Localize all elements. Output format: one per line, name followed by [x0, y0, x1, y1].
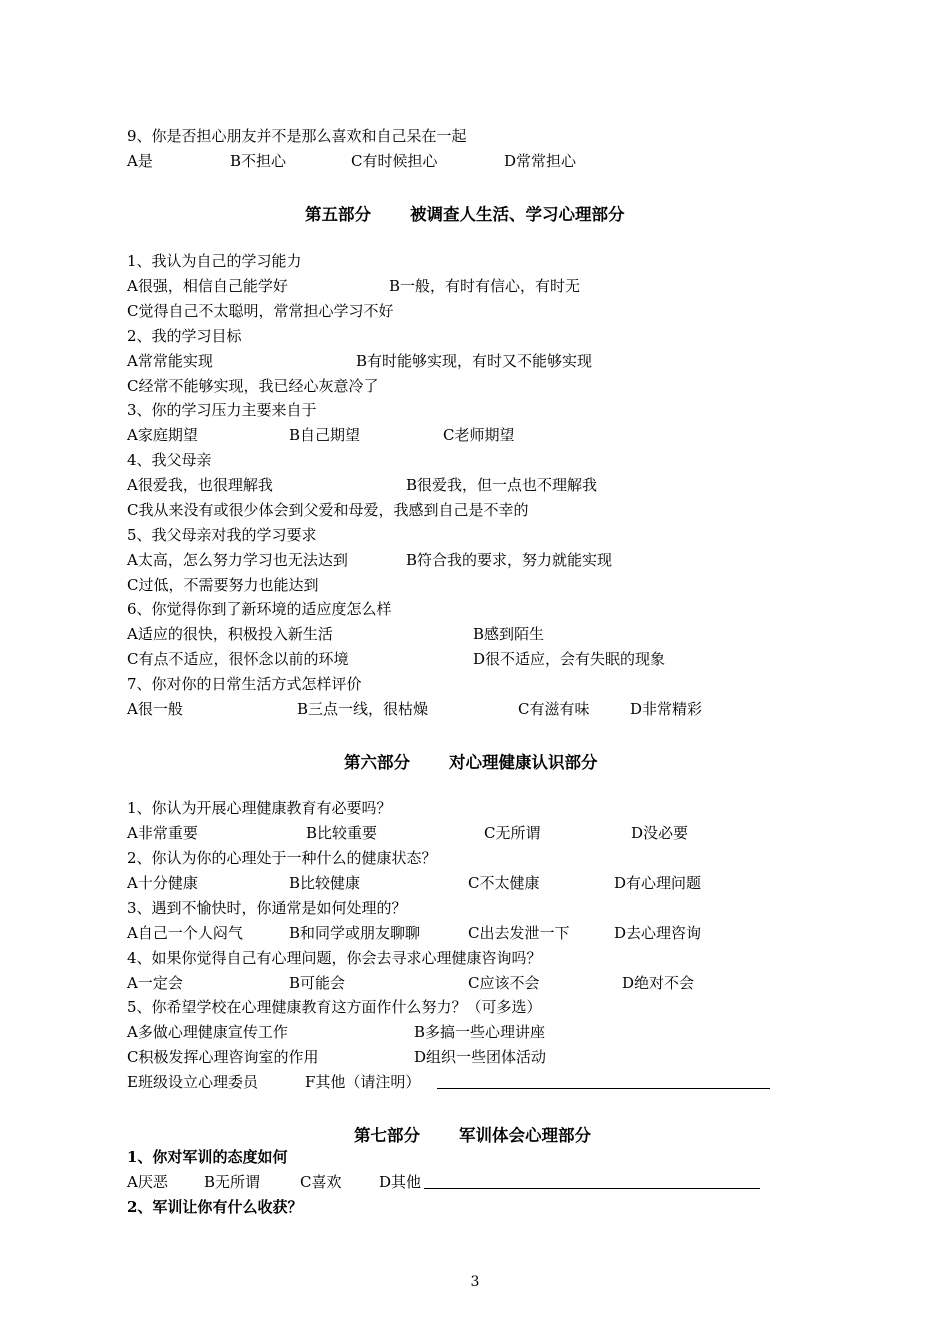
option-b: B比较重要	[306, 824, 378, 842]
option-b: B感到陌生	[473, 625, 545, 643]
question-9: 9、你是否担心朋友并不是那么喜欢和自己呆在一起	[127, 127, 467, 145]
option-b: B很爱我，但一点也不理解我	[406, 476, 598, 494]
option-a: A是	[127, 152, 153, 170]
option-a: A家庭期望	[127, 426, 198, 444]
option-e: E班级设立心理委员	[127, 1073, 258, 1091]
option-a: A适应的很快，积极投入新生活	[127, 625, 333, 643]
part5-question-2: 2、我的学习目标	[127, 327, 242, 345]
option-a: A十分健康	[127, 874, 198, 892]
option-c: C老师期望	[443, 426, 515, 444]
option-a: A很强，相信自己能学好	[127, 277, 288, 295]
option-b: B有时能够实现，有时又不能够实现	[356, 352, 593, 370]
part6-heading-number: 第六部分	[344, 753, 410, 772]
option-c: C不太健康	[468, 874, 540, 892]
part6-heading-title: 对心理健康认识部分	[449, 753, 598, 772]
part7-heading-number: 第七部分	[354, 1126, 420, 1145]
option-c: C无所谓	[484, 824, 541, 842]
option-a: A非常重要	[127, 824, 198, 842]
option-d: D有心理问题	[614, 874, 702, 892]
option-d: D没必要	[631, 824, 689, 842]
option-a: A很爱我，也很理解我	[127, 476, 273, 494]
page-number: 3	[470, 1274, 480, 1290]
option-c: C我从来没有或很少体会到父爱和母爱，我感到自己是不幸的	[127, 501, 529, 519]
option-c: C出去发泄一下	[468, 924, 570, 942]
option-d: D绝对不会	[622, 974, 695, 992]
option-c: C积极发挥心理咨询室的作用	[127, 1048, 319, 1066]
part6-question-3: 3、遇到不愉快时，你通常是如何处理的？	[127, 899, 407, 917]
part7-heading-title: 军训体会心理部分	[459, 1126, 591, 1145]
option-b: B符合我的要求，努力就能实现	[406, 551, 613, 569]
option-c: C过低，不需要努力也能达到	[127, 576, 319, 594]
option-c: C有时候担心	[351, 152, 438, 170]
option-b: B不担心	[230, 152, 287, 170]
part5-question-6: 6、你觉得你到了新环境的适应度怎么样	[127, 600, 392, 618]
option-a: A常常能实现	[127, 352, 213, 370]
option-d: D组织一些团体活动	[414, 1048, 547, 1066]
part5-heading-title: 被调查人生活、学习心理部分	[410, 205, 625, 224]
option-b: B和同学或朋友聊聊	[289, 924, 421, 942]
part5-question-1: 1、我认为自己的学习能力	[127, 252, 302, 270]
part5-question-5: 5、我父母亲对我的学习要求	[127, 526, 317, 544]
part5-question-4: 4、我父母亲	[127, 451, 212, 469]
option-c: C应该不会	[468, 974, 540, 992]
part6-question-2: 2、你认为你的心理处于一种什么的健康状态？	[127, 849, 437, 867]
option-b: B三点一线，很枯燥	[297, 700, 429, 718]
part7-question-2: 2、军训让你有什么收获？	[127, 1198, 303, 1216]
part5-question-3: 3、你的学习压力主要来自于	[127, 401, 317, 419]
part5-question-7: 7、你对你的日常生活方式怎样评价	[127, 675, 362, 693]
option-f: F其他（请注明）	[305, 1073, 421, 1091]
part7-question-1: 1、你对军训的态度如何	[127, 1148, 288, 1166]
option-a: A很一般	[127, 700, 183, 718]
option-a: A一定会	[127, 974, 183, 992]
option-b: B无所谓	[204, 1173, 261, 1191]
option-b: B一般，有时有信心，有时无	[389, 277, 581, 295]
option-a: A太高，怎么努力学习也无法达到	[127, 551, 348, 569]
option-a: A厌恶	[127, 1173, 168, 1191]
option-b: B自己期望	[289, 426, 361, 444]
option-c: C觉得自己不太聪明，常常担心学习不好	[127, 302, 394, 320]
option-b: B比较健康	[289, 874, 361, 892]
option-c: C有点不适应，很怀念以前的环境	[127, 650, 349, 668]
option-b: B多搞一些心理讲座	[414, 1023, 546, 1041]
option-c: C经常不能够实现，我已经心灰意冷了	[127, 377, 379, 395]
option-d: D非常精彩	[630, 700, 703, 718]
option-d: D很不适应，会有失眠的现象	[473, 650, 666, 668]
option-a: A多做心理健康宣传工作	[127, 1023, 288, 1041]
option-a: A自己一个人闷气	[127, 924, 243, 942]
option-d: D去心理咨询	[614, 924, 702, 942]
fill-in-blank-line[interactable]	[424, 1172, 760, 1189]
option-c: C有滋有味	[518, 700, 590, 718]
part6-question-5: 5、你希望学校在心理健康教育这方面作什么努力？（可多选）	[127, 998, 542, 1016]
option-b: B可能会	[289, 974, 346, 992]
option-d: D其他	[379, 1173, 422, 1191]
option-d: D常常担心	[504, 152, 577, 170]
option-c: C喜欢	[300, 1173, 342, 1191]
part6-question-1: 1、你认为开展心理健康教育有必要吗？	[127, 799, 392, 817]
fill-in-blank-line[interactable]	[437, 1072, 770, 1089]
part5-heading-number: 第五部分	[305, 205, 371, 224]
part6-question-4: 4、如果你觉得自己有心理问题，你会去寻求心理健康咨询吗？	[127, 949, 542, 967]
